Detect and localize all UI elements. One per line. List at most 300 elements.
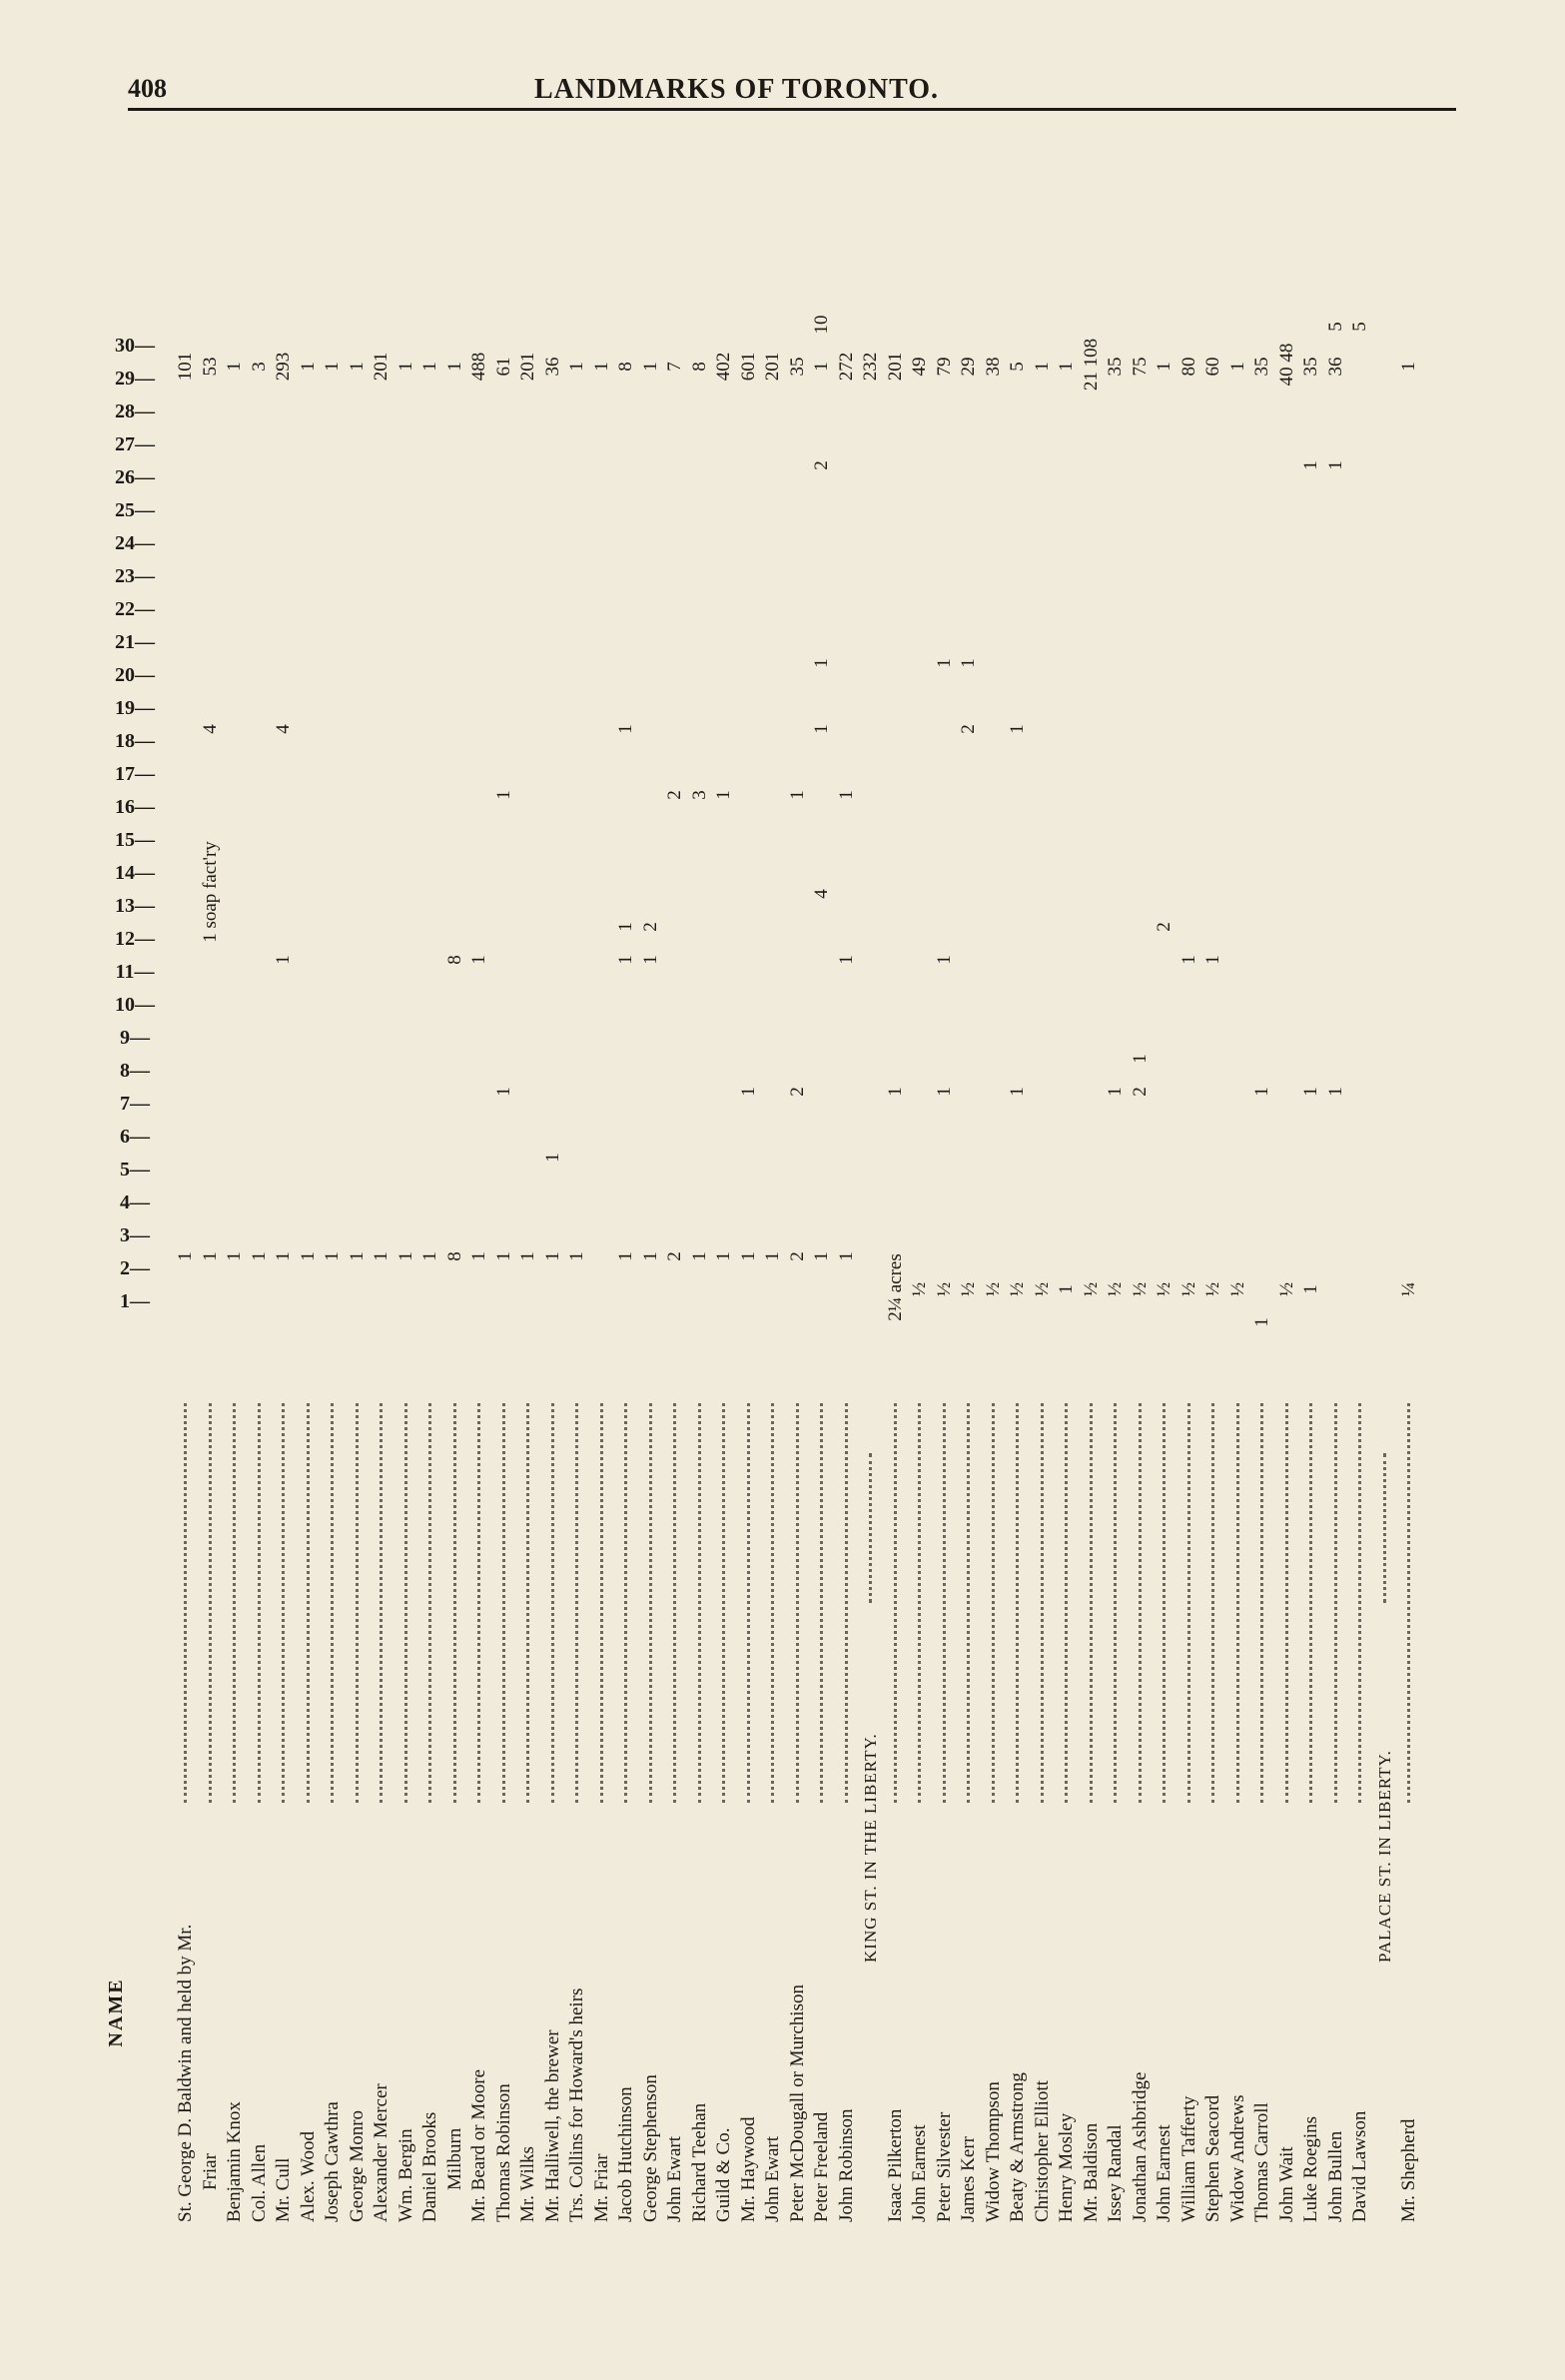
lot-cell: 1 bbox=[346, 1251, 368, 1261]
leader-dots bbox=[1211, 1403, 1217, 1803]
running-head: LANDMARKS OF TORONTO. bbox=[534, 74, 940, 105]
lot-column-heading: 9— bbox=[120, 1027, 150, 1049]
leader-dots bbox=[1041, 1403, 1047, 1803]
table-row bbox=[1056, 185, 1078, 2222]
lot-column-heading: 29— bbox=[115, 368, 155, 390]
leader-dots bbox=[331, 1403, 337, 1803]
lot-cell: 2 bbox=[1154, 922, 1174, 932]
owner-name: Widow Thompson bbox=[982, 2081, 1004, 2222]
table-row bbox=[200, 185, 222, 2222]
leader-dots bbox=[307, 1403, 313, 1803]
lot-column-heading: 14— bbox=[115, 862, 155, 884]
lot-column-heading: 7— bbox=[120, 1093, 150, 1115]
owner-name: James Kerr bbox=[958, 2136, 979, 2222]
leader-dots bbox=[845, 1403, 851, 1803]
lot-cell: 1 bbox=[1031, 362, 1053, 372]
table-row bbox=[787, 185, 809, 2222]
lot-cell: 1 bbox=[199, 1251, 221, 1261]
leader-dots bbox=[1407, 1403, 1413, 1803]
lot-cell: 60 bbox=[1202, 357, 1223, 377]
owner-name: Guild & Co. bbox=[713, 2127, 734, 2222]
leader-dots bbox=[943, 1403, 949, 1803]
lot-column-heading: 5— bbox=[120, 1159, 150, 1181]
table-row bbox=[1105, 185, 1127, 2222]
lot-cell: 1 bbox=[517, 1251, 538, 1261]
leader-dots bbox=[1065, 1403, 1071, 1803]
table-row bbox=[885, 185, 907, 2222]
lot-cell: ½ bbox=[982, 1281, 1004, 1297]
owner-name: George Stephenson bbox=[639, 2074, 661, 2222]
lot-cell: 79 bbox=[933, 357, 955, 377]
lot-cell: 2 bbox=[786, 1087, 808, 1097]
owner-name: Mr. Shepherd bbox=[1398, 2118, 1419, 2222]
lot-cell: 2 bbox=[958, 724, 979, 734]
lot-cell: 2 bbox=[1129, 1087, 1151, 1097]
assessment-table bbox=[105, 185, 1443, 2222]
lot-cell: 1 bbox=[492, 790, 514, 800]
table-row bbox=[591, 185, 613, 2222]
lot-cell: 3 bbox=[248, 362, 270, 372]
table-row bbox=[566, 185, 588, 2222]
lot-cell: 21 108 bbox=[1080, 338, 1102, 392]
lot-cell: 8 bbox=[443, 955, 465, 965]
lot-cell: 1 bbox=[541, 1153, 563, 1163]
lot-column-heading: 10— bbox=[115, 994, 155, 1016]
owner-name: Friar bbox=[199, 2153, 221, 2190]
lot-cell: 2¼ acres bbox=[884, 1253, 906, 1321]
lot-cell: 1 bbox=[835, 790, 857, 800]
table-row bbox=[468, 185, 490, 2222]
lot-cell: 1 bbox=[224, 1251, 245, 1261]
lot-cell: 1 soap fact'ry bbox=[199, 841, 221, 943]
lot-column-heading: 6— bbox=[120, 1126, 150, 1148]
lot-cell: 1 bbox=[933, 658, 955, 668]
owner-name: Thomas Carroll bbox=[1251, 2102, 1272, 2222]
lot-cell: 1 bbox=[835, 955, 857, 965]
lot-cell: 35 bbox=[786, 357, 808, 377]
leader-dots bbox=[1383, 1453, 1389, 1603]
lot-column-heading: 12— bbox=[115, 928, 155, 950]
name-column-heading: NAME bbox=[105, 1978, 127, 2047]
lot-cell: 1 bbox=[590, 362, 612, 372]
owner-name: Henry Mosley bbox=[1056, 2112, 1077, 2222]
owner-name: Luke Roegins bbox=[1300, 2115, 1321, 2222]
owner-name: Richard Teehan bbox=[688, 2102, 710, 2222]
lot-cell: 1 bbox=[615, 1251, 636, 1261]
leader-dots bbox=[502, 1403, 508, 1803]
table-row bbox=[983, 185, 1005, 2222]
owner-name: Stephen Seacord bbox=[1202, 2094, 1223, 2222]
leader-dots bbox=[428, 1403, 434, 1803]
lot-column-heading: 20— bbox=[115, 664, 155, 686]
owner-name: John Earnest bbox=[909, 2124, 930, 2222]
lot-cell: 1 bbox=[419, 362, 440, 372]
leader-dots bbox=[453, 1403, 459, 1803]
lot-cell: 1 bbox=[224, 362, 245, 372]
owner-name: Milburn bbox=[443, 2127, 465, 2190]
lot-cell: 1 bbox=[1300, 1087, 1321, 1097]
leader-dots bbox=[747, 1403, 753, 1803]
lot-cell: 1 bbox=[541, 1251, 563, 1261]
lot-cell: 1 bbox=[615, 922, 636, 932]
owner-name: Mr. Haywood bbox=[737, 2116, 759, 2222]
owner-name: Mr. Beard or Moore bbox=[468, 2068, 489, 2222]
owner-name: Mr. Friar bbox=[590, 2153, 612, 2222]
table-row bbox=[444, 185, 466, 2222]
section-heading-row bbox=[860, 185, 882, 2222]
lot-cell: 1 bbox=[566, 362, 587, 372]
lot-cell: 1 bbox=[492, 1251, 514, 1261]
table-row bbox=[1130, 185, 1152, 2222]
lot-cell: 1 bbox=[273, 955, 294, 965]
lot-cell: 4 bbox=[811, 889, 832, 899]
lot-cell: 1 bbox=[1129, 1054, 1151, 1064]
lot-cell: 2 bbox=[639, 922, 661, 932]
lot-cell: 1 bbox=[322, 1251, 343, 1261]
lot-column-heading: 2— bbox=[120, 1257, 150, 1279]
lot-column-heading: 23— bbox=[115, 565, 155, 587]
lot-cell: 36 bbox=[1324, 357, 1346, 377]
header-rule bbox=[128, 108, 1456, 111]
leader-dots bbox=[1016, 1403, 1022, 1803]
owner-name: Issey Randal bbox=[1105, 2124, 1126, 2222]
lot-column-heading: 15— bbox=[115, 829, 155, 851]
leader-dots bbox=[722, 1403, 728, 1803]
leader-dots bbox=[894, 1403, 900, 1803]
lot-cell: ½ bbox=[933, 1281, 955, 1297]
lot-cell: 1 bbox=[1177, 955, 1199, 965]
leader-dots bbox=[649, 1403, 655, 1803]
leader-dots bbox=[184, 1403, 190, 1803]
leader-dots bbox=[869, 1453, 875, 1603]
owner-name: Jacob Hutchinson bbox=[615, 2086, 636, 2222]
leader-dots bbox=[1260, 1403, 1266, 1803]
lot-cell: 1 bbox=[762, 1251, 783, 1261]
lot-cell: 1 bbox=[322, 362, 343, 372]
leader-dots bbox=[356, 1403, 362, 1803]
lot-cell: 36 bbox=[541, 357, 563, 377]
leader-dots bbox=[1309, 1403, 1315, 1803]
table-row bbox=[958, 185, 980, 2222]
table-row bbox=[1251, 185, 1273, 2222]
leader-dots bbox=[258, 1403, 264, 1803]
owner-name: Beaty & Armstrong bbox=[1007, 2072, 1028, 2222]
lot-cell: ½ bbox=[1177, 1281, 1199, 1297]
owner-name: Benjamin Knox bbox=[224, 2101, 245, 2222]
table-row bbox=[1349, 185, 1371, 2222]
leader-dots bbox=[600, 1403, 606, 1803]
owner-name: John Earnest bbox=[1154, 2124, 1174, 2222]
table-row bbox=[542, 185, 564, 2222]
section-heading-row bbox=[1374, 185, 1396, 2222]
side-value-row bbox=[811, 185, 833, 2222]
lot-cell: 201 bbox=[371, 352, 391, 382]
lot-cell: 201 bbox=[884, 352, 906, 382]
owner-name: John Wait bbox=[1275, 2146, 1297, 2222]
lot-cell: 61 bbox=[492, 357, 514, 377]
lot-cell: 1 bbox=[468, 1251, 489, 1261]
lot-cell: 2 bbox=[811, 460, 832, 470]
lot-cell: 1 bbox=[933, 955, 955, 965]
lot-cell: 35 bbox=[1300, 357, 1321, 377]
lot-cell: 5 bbox=[1324, 322, 1346, 332]
lot-cell: 1 bbox=[297, 1251, 319, 1261]
table-row bbox=[1300, 185, 1322, 2222]
lot-cell: 1 bbox=[1226, 362, 1248, 372]
lot-column-heading: 22— bbox=[115, 598, 155, 620]
lot-cell: 1 bbox=[615, 724, 636, 734]
table-row bbox=[175, 185, 197, 2222]
lot-cell: 601 bbox=[737, 352, 759, 382]
section-heading: KING ST. IN THE LIBERTY. bbox=[861, 1733, 880, 1963]
lot-cell: 38 bbox=[982, 357, 1004, 377]
lot-cell: 4 bbox=[273, 724, 294, 734]
leader-dots bbox=[209, 1403, 215, 1803]
table-header-row bbox=[105, 185, 165, 2222]
table-row bbox=[347, 185, 369, 2222]
table-row bbox=[738, 185, 760, 2222]
lot-cell: 293 bbox=[273, 352, 294, 382]
table-row bbox=[836, 185, 858, 2222]
owner-name: Mr. Wilks bbox=[517, 2146, 538, 2222]
owner-name: Wm. Bergin bbox=[394, 2128, 416, 2222]
owner-name: David Lawson bbox=[1349, 2110, 1370, 2222]
leader-dots bbox=[698, 1403, 704, 1803]
lot-cell: 49 bbox=[909, 357, 930, 377]
lot-cell: ½ bbox=[958, 1281, 979, 1297]
owner-name: Alex. Wood bbox=[297, 2130, 319, 2222]
lot-column-heading: 21— bbox=[115, 631, 155, 653]
leader-dots bbox=[551, 1403, 557, 1803]
lot-column-heading: 8— bbox=[120, 1060, 150, 1082]
table-row bbox=[298, 185, 320, 2222]
leader-dots bbox=[673, 1403, 679, 1803]
lot-cell: 8 bbox=[615, 362, 636, 372]
leader-dots bbox=[1236, 1403, 1242, 1803]
lot-cell: 1 bbox=[639, 1251, 661, 1261]
lot-cell: 1 bbox=[615, 955, 636, 965]
table-row bbox=[1032, 185, 1054, 2222]
lot-cell: 1 bbox=[443, 362, 465, 372]
owner-name: Mr. Cull bbox=[273, 2157, 294, 2222]
lot-cell: 35 bbox=[1105, 357, 1126, 377]
lot-cell: 1 bbox=[1105, 1087, 1126, 1097]
table-row bbox=[1202, 185, 1224, 2222]
lot-cell: 5 bbox=[1007, 362, 1028, 372]
lot-column-heading: 11— bbox=[115, 961, 155, 983]
lot-cell: 232 bbox=[860, 352, 881, 382]
table-row bbox=[1398, 185, 1420, 2222]
lot-cell: 1 bbox=[737, 1087, 759, 1097]
leader-dots bbox=[1187, 1403, 1193, 1803]
lot-cell: 1 bbox=[713, 1251, 734, 1261]
lot-cell: 1 bbox=[566, 1251, 587, 1261]
lot-cell: 1 bbox=[811, 658, 832, 668]
lot-column-heading: 16— bbox=[115, 796, 155, 818]
lot-cell: ½ bbox=[909, 1281, 930, 1297]
lot-column-heading: 19— bbox=[115, 697, 155, 719]
lot-cell: 1 bbox=[419, 1251, 440, 1261]
lot-cell: ½ bbox=[1105, 1281, 1126, 1297]
lot-cell: 1 bbox=[492, 1087, 514, 1097]
table-row bbox=[517, 185, 539, 2222]
lot-cell: 1 bbox=[273, 1251, 294, 1261]
owner-name: John Robinson bbox=[835, 2108, 857, 2222]
leader-dots bbox=[1285, 1403, 1291, 1803]
lot-cell: 53 bbox=[199, 357, 221, 377]
owner-name: Peter Freeland bbox=[811, 2111, 832, 2222]
leader-dots bbox=[404, 1403, 410, 1803]
lot-cell: 201 bbox=[517, 352, 538, 382]
lot-column-heading: 4— bbox=[120, 1191, 150, 1213]
table-row bbox=[395, 185, 417, 2222]
table-row bbox=[273, 185, 295, 2222]
owner-name: Jonathan Ashbridge bbox=[1129, 2071, 1151, 2222]
owner-name: Isaac Pilkerton bbox=[884, 2108, 906, 2222]
owner-name: St. George D. Baldwin and held by Mr. bbox=[175, 1924, 196, 2222]
lot-cell: 1 bbox=[248, 1251, 270, 1261]
lot-cell: 1 bbox=[1202, 955, 1223, 965]
owner-name: Daniel Brooks bbox=[419, 2111, 440, 2222]
table-row bbox=[689, 185, 711, 2222]
owner-name: John Bullen bbox=[1324, 2130, 1346, 2222]
table-row bbox=[1154, 185, 1175, 2222]
owner-name: John Ewart bbox=[762, 2135, 783, 2222]
lot-cell: 2 bbox=[664, 1251, 685, 1261]
lot-column-heading: 3— bbox=[120, 1224, 150, 1246]
lot-cell: 1 bbox=[297, 362, 319, 372]
lot-cell: 1 bbox=[1324, 460, 1346, 470]
owner-name: Mr. Halliwell, the brewer bbox=[541, 2029, 563, 2222]
owner-name: Col. Allen bbox=[248, 2143, 270, 2222]
lot-cell: ½ bbox=[1007, 1281, 1028, 1297]
table-row bbox=[909, 185, 931, 2222]
table-row bbox=[640, 185, 662, 2222]
lot-cell: 35 bbox=[1251, 357, 1272, 377]
lot-cell: 1 bbox=[468, 955, 489, 965]
lot-cell: 1 bbox=[1398, 362, 1419, 372]
leader-dots bbox=[1090, 1403, 1096, 1803]
lot-cell: 1 bbox=[1007, 724, 1028, 734]
table-row bbox=[419, 185, 441, 2222]
lot-column-heading: 25— bbox=[115, 499, 155, 521]
leader-dots bbox=[1163, 1403, 1169, 1803]
lot-cell: 1 bbox=[1300, 1284, 1321, 1294]
lot-cell: 1 bbox=[639, 362, 661, 372]
lot-cell: 1 bbox=[933, 1087, 955, 1097]
lot-cell: 8 bbox=[688, 362, 710, 372]
page-number: 408 bbox=[128, 74, 167, 103]
lot-cell: 1 bbox=[346, 362, 368, 372]
leader-dots bbox=[526, 1403, 532, 1803]
lot-cell: 1 bbox=[811, 724, 832, 734]
owner-name: Peter Silvester bbox=[933, 2111, 955, 2222]
leader-dots bbox=[477, 1403, 483, 1803]
lot-cell: 1 bbox=[1251, 1087, 1272, 1097]
lot-cell: ½ bbox=[1031, 1281, 1053, 1297]
leader-dots bbox=[575, 1403, 581, 1803]
lot-cell: 1 bbox=[1300, 460, 1321, 470]
table-row bbox=[1276, 185, 1298, 2222]
lot-cell: 272 bbox=[835, 352, 857, 382]
table-row bbox=[493, 185, 515, 2222]
table-row bbox=[322, 185, 344, 2222]
table-row bbox=[1178, 185, 1200, 2222]
table-row bbox=[249, 185, 271, 2222]
section-heading: PALACE ST. IN LIBERTY. bbox=[1374, 1750, 1394, 1963]
lot-cell: ½ bbox=[1202, 1281, 1223, 1297]
owner-name: George Monro bbox=[346, 2109, 368, 2222]
lot-column-heading: 27— bbox=[115, 433, 155, 455]
lot-cell: 1 bbox=[811, 1251, 832, 1261]
leader-dots bbox=[233, 1403, 239, 1803]
lot-column-heading: 26— bbox=[115, 466, 155, 488]
lot-cell: 1 bbox=[884, 1087, 906, 1097]
lot-cell: 101 bbox=[175, 352, 196, 382]
lot-cell: 7 bbox=[664, 362, 685, 372]
lot-column-heading: 30— bbox=[115, 335, 155, 357]
table-row bbox=[664, 185, 686, 2222]
lot-cell: 1 bbox=[958, 658, 979, 668]
lot-cell: 402 bbox=[713, 352, 734, 382]
leader-dots bbox=[992, 1403, 998, 1803]
owner-name: Thomas Robinson bbox=[492, 2083, 514, 2222]
owner-name: William Tafferty bbox=[1177, 2095, 1199, 2222]
lot-cell: ½ bbox=[1129, 1281, 1151, 1297]
owner-name: Peter McDougall or Murchison bbox=[786, 1984, 808, 2222]
lot-cell: 1 bbox=[1251, 1317, 1272, 1327]
owner-name: Christopher Elliott bbox=[1031, 2080, 1053, 2222]
owner-name: Joseph Cawthra bbox=[322, 2101, 343, 2222]
table-row bbox=[224, 185, 246, 2222]
leader-dots bbox=[771, 1403, 777, 1803]
lot-cell: 1 bbox=[1056, 1284, 1077, 1294]
lot-cell: 1 bbox=[1056, 362, 1077, 372]
lot-cell: 75 bbox=[1129, 357, 1151, 377]
table-row bbox=[371, 185, 392, 2222]
leader-dots bbox=[796, 1403, 802, 1803]
lot-cell: 1 bbox=[394, 1251, 416, 1261]
table-row bbox=[762, 185, 784, 2222]
table-row bbox=[1325, 185, 1347, 2222]
lot-cell: 1 bbox=[639, 955, 661, 965]
lot-column-heading: 1— bbox=[120, 1290, 150, 1312]
lot-cell: ½ bbox=[1154, 1281, 1174, 1297]
lot-cell: 4 bbox=[199, 724, 221, 734]
lot-column-heading: 24— bbox=[115, 532, 155, 554]
leader-dots bbox=[1334, 1403, 1340, 1803]
table-row bbox=[934, 185, 956, 2222]
leader-dots bbox=[624, 1403, 630, 1803]
lot-cell: 1 bbox=[835, 1251, 857, 1261]
leader-dots bbox=[1139, 1403, 1145, 1803]
owner-name: John Ewart bbox=[664, 2135, 685, 2222]
table-row bbox=[615, 185, 637, 2222]
lot-cell: ½ bbox=[1275, 1281, 1297, 1297]
lot-column-heading: 18— bbox=[115, 730, 155, 752]
lot-cell: 1 bbox=[175, 1251, 196, 1261]
owner-name: Mr. Baldison bbox=[1080, 2122, 1102, 2222]
lot-cell: 1 bbox=[713, 790, 734, 800]
lot-cell: 1 bbox=[394, 362, 416, 372]
leader-dots bbox=[967, 1403, 973, 1803]
lot-cell: 1 bbox=[786, 790, 808, 800]
table-row bbox=[713, 185, 735, 2222]
lot-cell: 8 bbox=[443, 1251, 465, 1261]
lot-column-heading: 13— bbox=[115, 895, 155, 917]
lot-column-heading: 17— bbox=[115, 763, 155, 785]
lot-cell: 1 bbox=[1007, 1087, 1028, 1097]
